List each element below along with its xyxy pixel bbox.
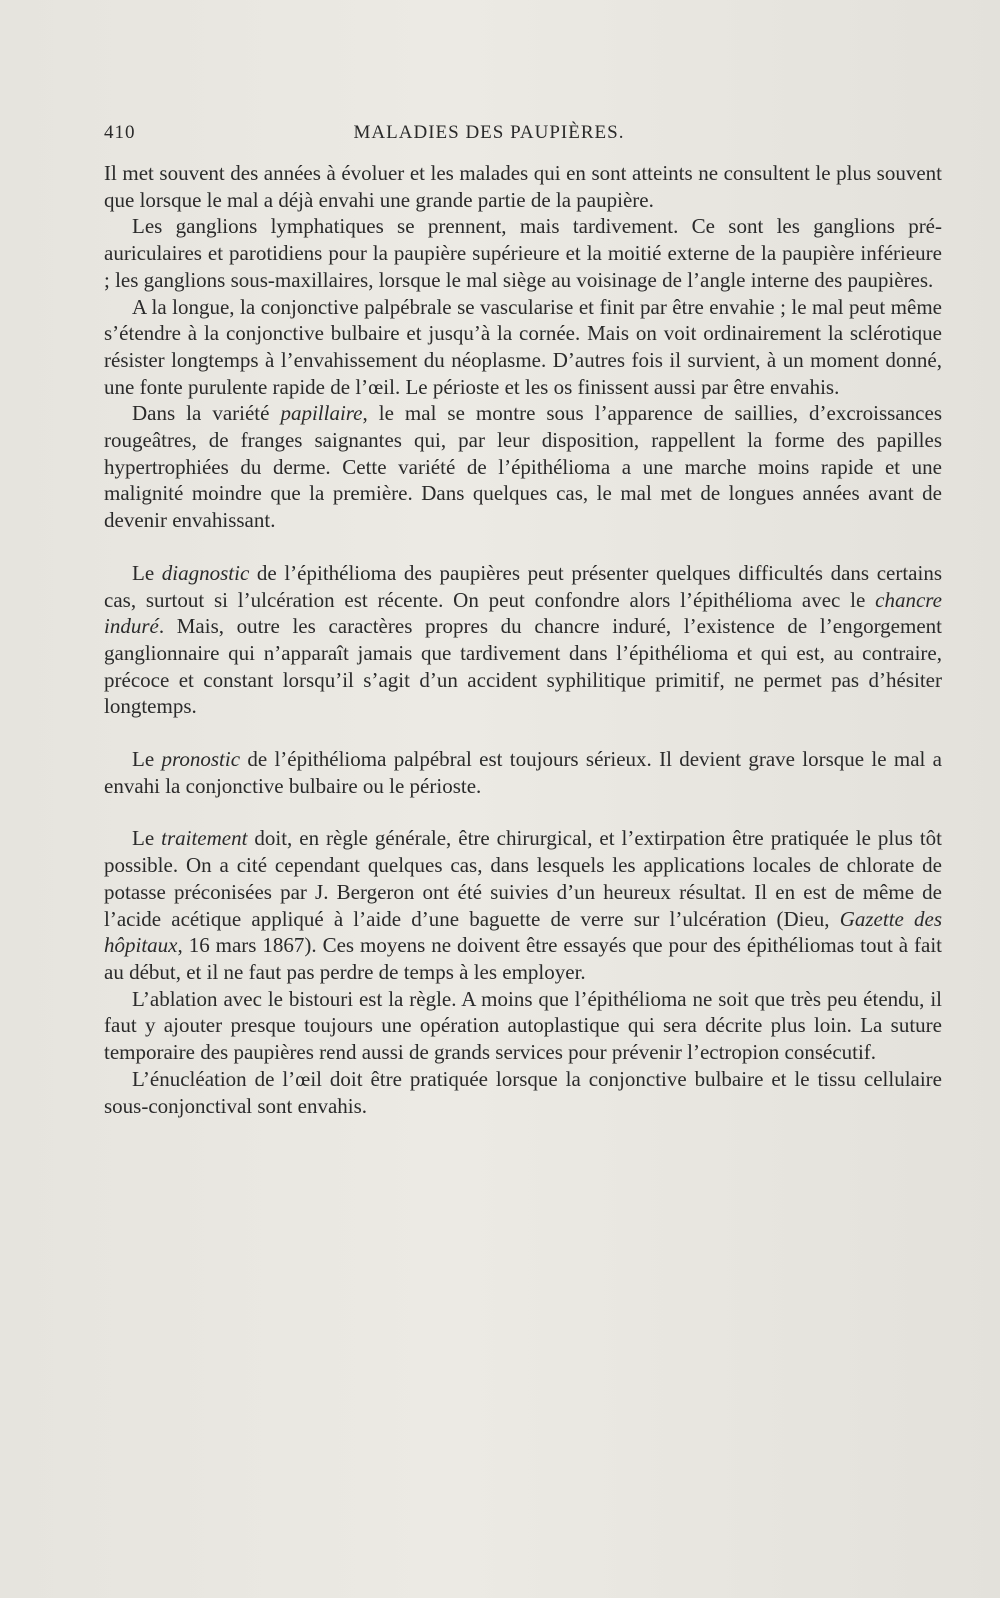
italic-term: Gazette des hôpitaux [104, 906, 942, 958]
paragraph-text: de l’épithélioma des paupières peut présenter quelques difficultés dans certains cas, surtout si l’ulcération est récente. On peut confondre alors l’épithélioma avec le [104, 560, 943, 612]
paragraph-text: , 16 mars 1867). Ces moyens ne doivent être essayés que pour des épithéliomas tout à fait au début, et il ne faut pas perdre de temps à les employer. [104, 933, 942, 984]
paragraph [104, 746, 942, 799]
paragraph: Il met souvent des années à évoluer et les malades qui en sont atteints ne consultent le plus souvent que lorsque le mal a déjà envahi une grande partie de la paupière. [104, 161, 942, 212]
paragraph-text: . Mais, outre les caractères propres du chancre induré, l’existence de l’engorgement ganglionnaire qui n’apparaît jamais que tardivement dans l’épithélioma et qui est, au contraire, précoce et constant lorsqu’il s’agit d’un accident syphilitique primitif, ne permet pas d’hésiter longtemps. [104, 614, 942, 719]
paragraph-text: doit, en règle générale, être chirurgical, et l’extirpation être pratiquée le plus tôt possible. On a cité cependant quelques cas, dans lesquels les applications locales de chlorate de potasse préconisées par J. Bergeron ont été suivies d’un heureux résultat. Il en est de même de l’acide acétique appliqué à l’aide d’une baguette de verre sur l’ulcération (Dieu, [104, 826, 942, 931]
page-number: 410 [104, 122, 136, 143]
paragraph-text: de l’épithélioma palpébral est toujours sérieux. Il devient grave lorsque le mal a envahi la conjonctive bulbaire ou le périoste. [104, 747, 942, 798]
italic-term: chancre induré [104, 587, 942, 639]
paragraph-text: Le [132, 747, 162, 772]
paragraph: L’ablation avec le bistouri est la règle. A moins que l’épithélioma ne soit que très peu étendu, il faut y ajouter presque toujours une opération autoplastique qui sera décrite plus loin. La suture temporaire des paupières rend aussi de grands services pour prévenir l’ectropion consécutif. [104, 986, 942, 1065]
italic-term: traitement [161, 826, 248, 851]
paragraph-text: , le mal se montre sous l’apparence de saillies, d’excroissances rougeâtres, de franges saignantes qui, par leur disposition, rappellent la forme des papilles hypertrophiées du derme. Cette variété de l’épithélioma a une marche moins rapide et une malignité moindre que la première. Dans quelques cas, le mal met de longues années avant de devenir envahissant. [104, 401, 942, 533]
paragraph: L’énucléation de l’œil doit être pratiquée lorsque la conjonctive bulbaire et le tissu cellulaire sous-conjonctival sont envahis. [104, 1066, 942, 1118]
page-header [104, 122, 874, 152]
running-title: MALADIES DES PAUPIÈRES. [353, 122, 625, 143]
italic-term: diagnostic [161, 560, 250, 585]
body-text [104, 160, 942, 1119]
paragraph: Les ganglions lymphatiques se prennent, mais tardivement. Ce sont les ganglions pré-auriculaires et parotidiens pour la paupière supérieure et la moitié externe de la paupière inférieure ; les ganglions sous-maxillaires, lorsque le mal siège au voisinage de l’angle interne des paupières. [104, 214, 942, 292]
italic-term: pronostic [161, 747, 241, 772]
italic-term: papillaire [280, 401, 363, 426]
paragraph: A la longue, la conjonctive palpébrale se vascularise et finit par être envahie ; le mal peut même s’étendre à la conjonctive bulbaire et jusqu’à la cornée. Mais on voit ordinairement la sclérotique résister longtemps à l’envahissement du néoplasme. D’autres fois il survient, à un moment donné, une fonte purulente rapide de l’œil. Le périoste et les os finissent aussi par être envahis. [104, 294, 942, 399]
paragraph-text: Le [132, 826, 162, 851]
paragraph-text: Le [132, 560, 162, 585]
paragraph [104, 560, 942, 720]
paragraph-text: Dans la variété [132, 401, 281, 426]
paragraph [104, 400, 942, 534]
paragraph [104, 825, 942, 985]
